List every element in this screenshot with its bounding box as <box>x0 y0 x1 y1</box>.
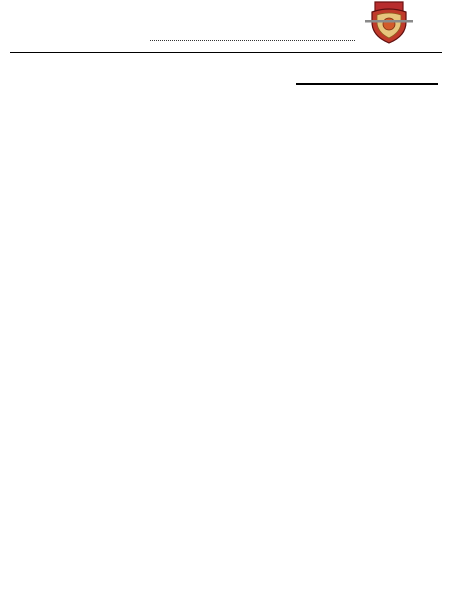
student-name-blank <box>150 40 355 41</box>
student-name-field <box>147 33 355 45</box>
answer-table <box>296 83 438 85</box>
header-divider <box>10 52 442 53</box>
university-crest-icon <box>365 0 413 44</box>
